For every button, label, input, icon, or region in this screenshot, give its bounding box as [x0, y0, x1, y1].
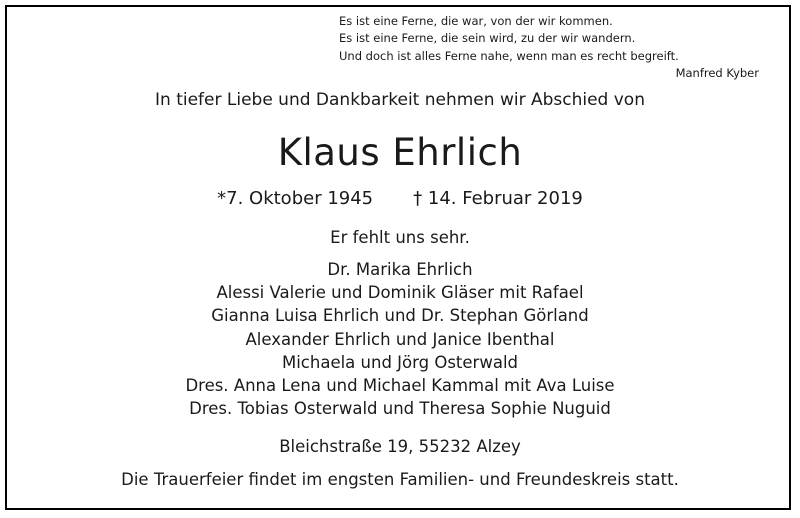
quote-line: Es ist eine Ferne, die war, von der wir kommen.	[339, 14, 613, 28]
family-list	[0, 258, 800, 420]
deceased-name: Klaus Ehrlich	[277, 131, 523, 174]
poem-quote	[339, 13, 759, 82]
family-member: Gianna Luisa Ehrlich und Dr. Stephan Görland	[211, 306, 589, 326]
family-member: Alexander Ehrlich und Janice Ibenthal	[245, 329, 555, 349]
family-member: Dres. Tobias Osterwald und Theresa Sophie Nuguid	[189, 399, 611, 419]
address: Bleichstraße 19, 55232 Alzey	[279, 437, 521, 456]
missed-text: Er fehlt uns sehr.	[330, 228, 470, 247]
life-dates	[0, 188, 800, 209]
family-member: Alessi Valerie und Dominik Gläser mit Rafael	[216, 283, 584, 303]
family-member: Dr. Marika Ehrlich	[327, 260, 473, 279]
family-member: Dres. Anna Lena und Michael Kammal mit Ava Luise	[185, 376, 615, 396]
ceremony-note: Die Trauerfeier findet im engsten Familien- und Freundeskreis statt.	[121, 470, 679, 489]
intro-text: In tiefer Liebe und Dankbarkeit nehmen wir Abschied von	[155, 90, 645, 110]
birth-date: *7. Oktober 1945	[217, 188, 374, 209]
quote-line: Es ist eine Ferne, die sein wird, zu der wir wandern.	[339, 31, 636, 46]
quote-line: Und doch ist alles Ferne nahe, wenn man es recht begreift.	[339, 48, 679, 63]
quote-author: Manfred Kyber	[675, 65, 759, 80]
death-date: † 14. Februar 2019	[413, 188, 583, 209]
family-member: Michaela und Jörg Osterwald	[281, 352, 518, 372]
